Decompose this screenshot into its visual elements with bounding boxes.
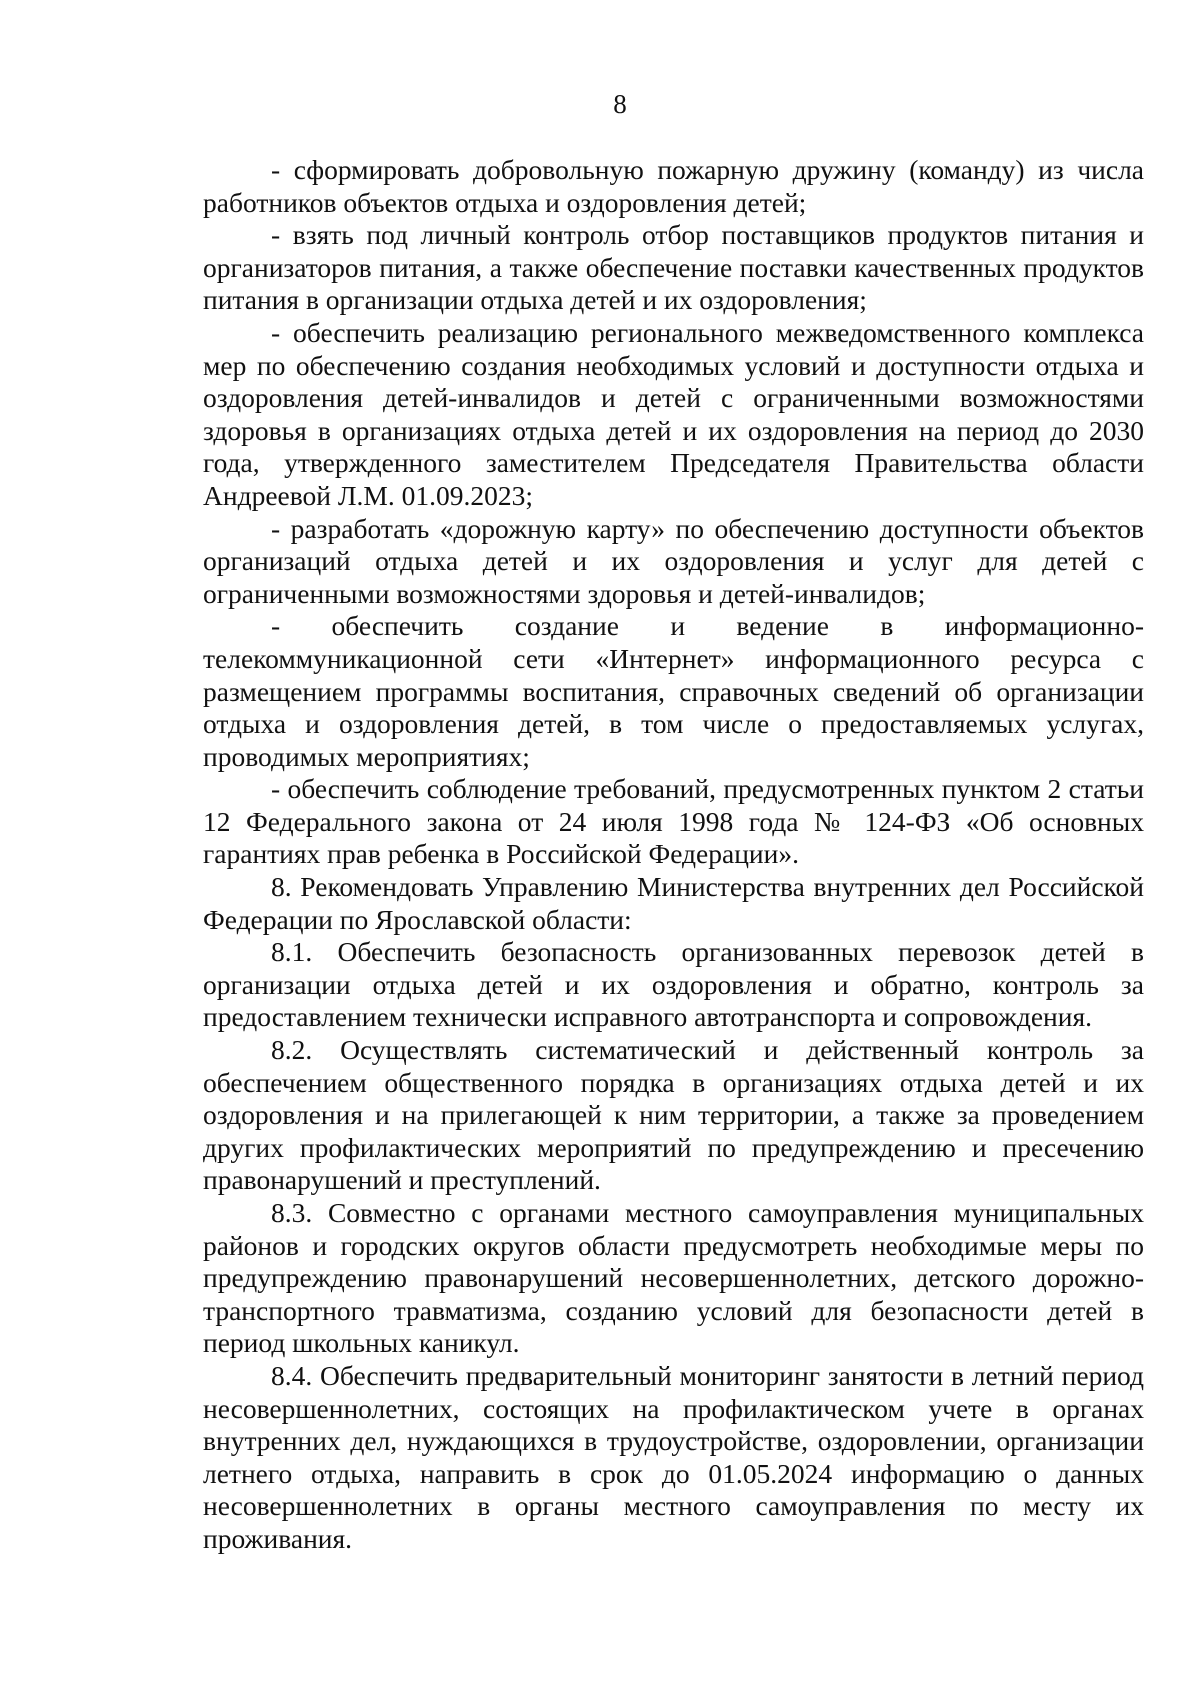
page-number: 8 — [613, 89, 627, 119]
paragraph-internet-resource: - обеспечить создание и ведение в информационно-телекоммуникационной сети «Интернет» информационного ресурса с размещением программы воспитания, справочных сведений об организации отдыха и оздоровления детей, в том числе о предоставляемых услугах, проводимых мероприятиях; — [203, 610, 1144, 772]
document-body — [203, 154, 1144, 1556]
paragraph-fire-brigade: - сформировать добровольную пожарную дружину (команду) из числа работников объектов отдыха и оздоровления детей; — [203, 154, 1144, 218]
paragraph-food-suppliers: - взять под личный контроль отбор поставщиков продуктов питания и организаторов питания, а также обеспечение поставки качественных продуктов питания в организации отдыха детей и их оздоровления; — [203, 219, 1144, 316]
paragraph-item-8: 8. Рекомендовать Управлению Министерства внутренних дел Российской Федерации по Ярославской области: — [203, 871, 1144, 935]
paragraph-item-8-2: 8.2. Осуществлять систематический и действенный контроль за обеспечением общественного порядка в организациях отдыха детей и их оздоровления и на прилегающей к ним территории, а также за проведением других профилактических мероприятий по предупреждению и пресечению правонарушений и преступлений. — [203, 1034, 1144, 1196]
paragraph-federal-law-compliance: - обеспечить соблюдение требований, предусмотренных пунктом 2 статьи 12 Федерального закона от 24 июля 1998 года № 124-ФЗ «Об основных гарантиях прав ребенка в Российской Федерации». — [203, 773, 1144, 870]
paragraph-item-8-3: 8.3. Совместно с органами местного самоуправления муниципальных районов и городских округов области предусмотреть необходимые меры по предупреждению правонарушений несовершеннолетних, детского дорожно-транспортного травматизма, созданию условий для безопасности детей в период школьных каникул. — [203, 1197, 1144, 1359]
paragraph-item-8-4: 8.4. Обеспечить предварительный мониторинг занятости в летний период несовершеннолетних, состоящих на профилактическом учете в органах внутренних дел, нуждающихся в трудоустройстве, оздоровлении, организации летнего отдыха, направить в срок до 01.05.2024 информацию о данных несовершеннолетних в органы местного самоуправления по месту их проживания. — [203, 1359, 1144, 1554]
paragraph-road-map: - разработать «дорожную карту» по обеспечению доступности объектов организаций отдыха детей и их оздоровления и услуг для детей с ограниченными возможностями здоровья и детей-инвалидов; — [203, 512, 1144, 609]
paragraph-item-8-1: 8.1. Обеспечить безопасность организованных перевозок детей в организации отдыха детей и их оздоровления и обратно, контроль за предоставлением технически исправного автотранспорта и сопровождения. — [203, 936, 1144, 1033]
paragraph-accessibility-measures: - обеспечить реализацию регионального межведомственного комплекса мер по обеспечению создания необходимых условий и доступности отдыха и оздоровления детей-инвалидов и детей с ограниченными возможностями здоровья в организациях отдыха детей и их оздоровления на период до 2030 года, утвержденного заместителем Председателя Правительства области Андреевой Л.М. 01.09.2023; — [203, 316, 1144, 511]
